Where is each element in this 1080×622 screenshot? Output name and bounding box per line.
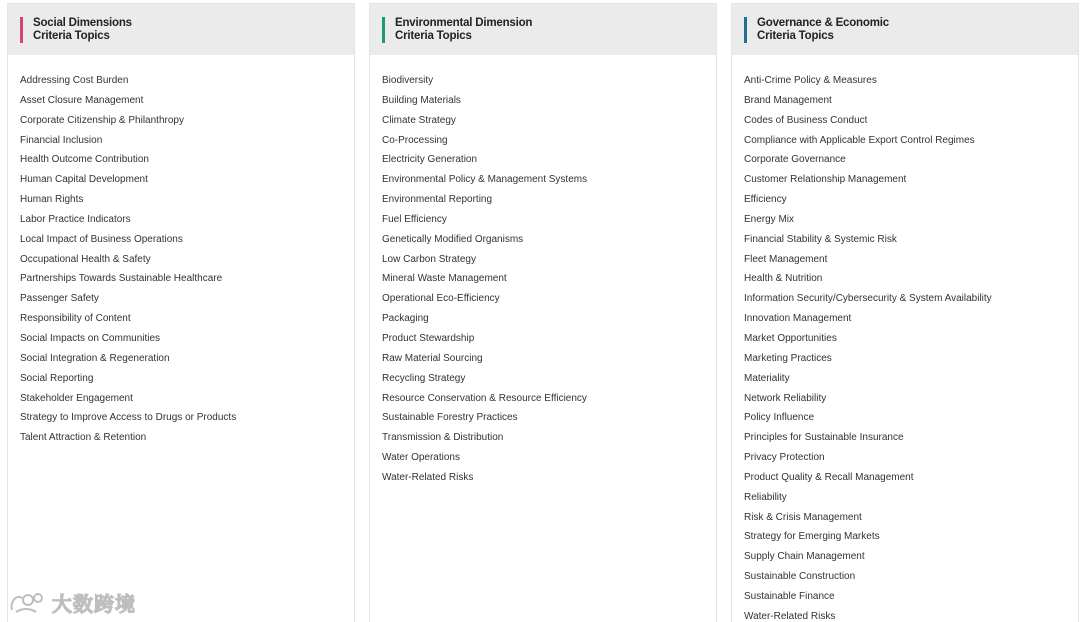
topic-item: Reliability: [744, 491, 787, 503]
accent-bar: [382, 17, 385, 43]
topic-item: Innovation Management: [744, 313, 852, 325]
topic-item: Environmental Policy & Management Systems: [382, 174, 588, 186]
topic-item: Biodiversity: [382, 75, 434, 86]
topic-item: Product Quality & Recall Management: [744, 471, 914, 483]
topic-item: Local Impact of Business Operations: [20, 233, 183, 245]
topic-item: Partnerships Towards Sustainable Healthcare: [20, 273, 223, 285]
accent-bar: [20, 17, 23, 43]
topic-item: Energy Mix: [744, 213, 795, 225]
topic-item: Brand Management: [744, 94, 832, 106]
topic-item: Stakeholder Engagement: [20, 392, 133, 404]
social-dimension-panel: [7, 3, 355, 622]
topic-item: Marketing Practices: [744, 352, 832, 364]
topic-item: Compliance with Applicable Export Control Regimes: [744, 134, 975, 146]
topic-item: Recycling Strategy: [382, 372, 466, 384]
topic-item: Human Capital Development: [20, 174, 148, 186]
topic-item: Sustainable Construction: [744, 571, 856, 583]
topic-item: Privacy Protection: [744, 452, 825, 464]
topic-item: Social Integration & Regeneration: [20, 352, 170, 364]
topic-item: Health & Nutrition: [744, 273, 823, 285]
topic-item: Anti-Crime Policy & Measures: [744, 75, 877, 86]
topic-item: Social Impacts on Communities: [20, 332, 161, 344]
topic-item: Principles for Sustainable Insurance: [744, 432, 904, 444]
topic-item: Strategy for Emerging Markets: [744, 531, 880, 543]
topic-item: Co-Processing: [382, 134, 448, 146]
topic-item: Talent Attraction & Retention: [20, 432, 147, 444]
accent-bar: [744, 17, 747, 43]
topic-item: Electricity Generation: [382, 154, 478, 166]
topic-item: Genetically Modified Organisms: [382, 233, 524, 245]
topic-item: Passenger Safety: [20, 293, 99, 305]
topic-item: Financial Stability & Systemic Risk: [744, 233, 897, 245]
topic-item: Social Reporting: [20, 372, 94, 384]
topic-item: Fuel Efficiency: [382, 213, 447, 225]
topic-item: Sustainable Forestry Practices: [382, 412, 518, 424]
panel-header: [732, 4, 1078, 55]
topic-item: Corporate Governance: [744, 154, 846, 166]
topic-item: Labor Practice Indicators: [20, 213, 131, 225]
topic-item: Corporate Citizenship & Philanthropy: [20, 114, 184, 126]
topic-item: Transmission & Distribution: [382, 432, 504, 444]
topic-item: Market Opportunities: [744, 332, 837, 344]
topic-item: Efficiency: [744, 194, 787, 206]
topic-item: Human Rights: [20, 194, 84, 206]
panel-header: [8, 4, 354, 55]
topic-item: Codes of Business Conduct: [744, 114, 868, 126]
topic-item: Information Security/Cybersecurity & System Availability: [744, 293, 992, 305]
panel-title: Governance & Economic Criteria Topics: [757, 17, 889, 42]
panel-title: Environmental Dimension Criteria Topics: [395, 17, 533, 42]
topic-item: Responsibility of Content: [20, 313, 131, 325]
topic-item: Low Carbon Strategy: [382, 253, 476, 265]
topic-item: Mineral Waste Management: [382, 273, 507, 285]
panel-header: [370, 4, 716, 55]
topic-item: Health Outcome Contribution: [20, 154, 149, 166]
brand-logo-icon: [8, 590, 48, 614]
topic-list: [732, 55, 1078, 622]
environmental-dimension-panel: [369, 3, 717, 622]
topic-item: Product Stewardship: [382, 332, 475, 344]
topic-item: Operational Eco-Efficiency: [382, 293, 500, 305]
topic-item: Asset Closure Management: [20, 94, 144, 106]
topic-item: Strategy to Improve Access to Drugs or Products: [20, 412, 237, 424]
topic-item: Climate Strategy: [382, 114, 456, 126]
watermark-text: 大数跨境: [52, 591, 136, 616]
topic-item: Fleet Management: [744, 253, 828, 265]
topic-item: Financial Inclusion: [20, 134, 103, 146]
topic-item: Occupational Health & Safety: [20, 253, 151, 265]
topic-item: Environmental Reporting: [382, 194, 493, 206]
panel-title: Social Dimensions Criteria Topics: [33, 17, 132, 42]
topic-item: Resource Conservation & Resource Efficiency: [382, 392, 587, 404]
topic-list: [8, 55, 354, 448]
watermark: [8, 588, 148, 616]
governance-economic-panel: [731, 3, 1079, 622]
topic-item: Water-Related Risks: [744, 610, 836, 622]
topic-item: Network Reliability: [744, 392, 827, 404]
topic-item: Water-Related Risks: [382, 471, 474, 483]
topic-item: Materiality: [744, 372, 790, 384]
topic-item: Supply Chain Management: [744, 551, 865, 563]
topic-item: Policy Influence: [744, 412, 815, 424]
topic-item: Risk & Crisis Management: [744, 511, 862, 523]
topic-item: Building Materials: [382, 94, 461, 106]
topic-item: Water Operations: [382, 452, 460, 464]
topic-item: Customer Relationship Management: [744, 174, 907, 186]
topic-item: Raw Material Sourcing: [382, 352, 483, 364]
topic-item: Packaging: [382, 313, 429, 325]
topic-item: Sustainable Finance: [744, 590, 835, 602]
topic-list: [370, 55, 716, 488]
topic-item: Addressing Cost Burden: [20, 75, 129, 86]
